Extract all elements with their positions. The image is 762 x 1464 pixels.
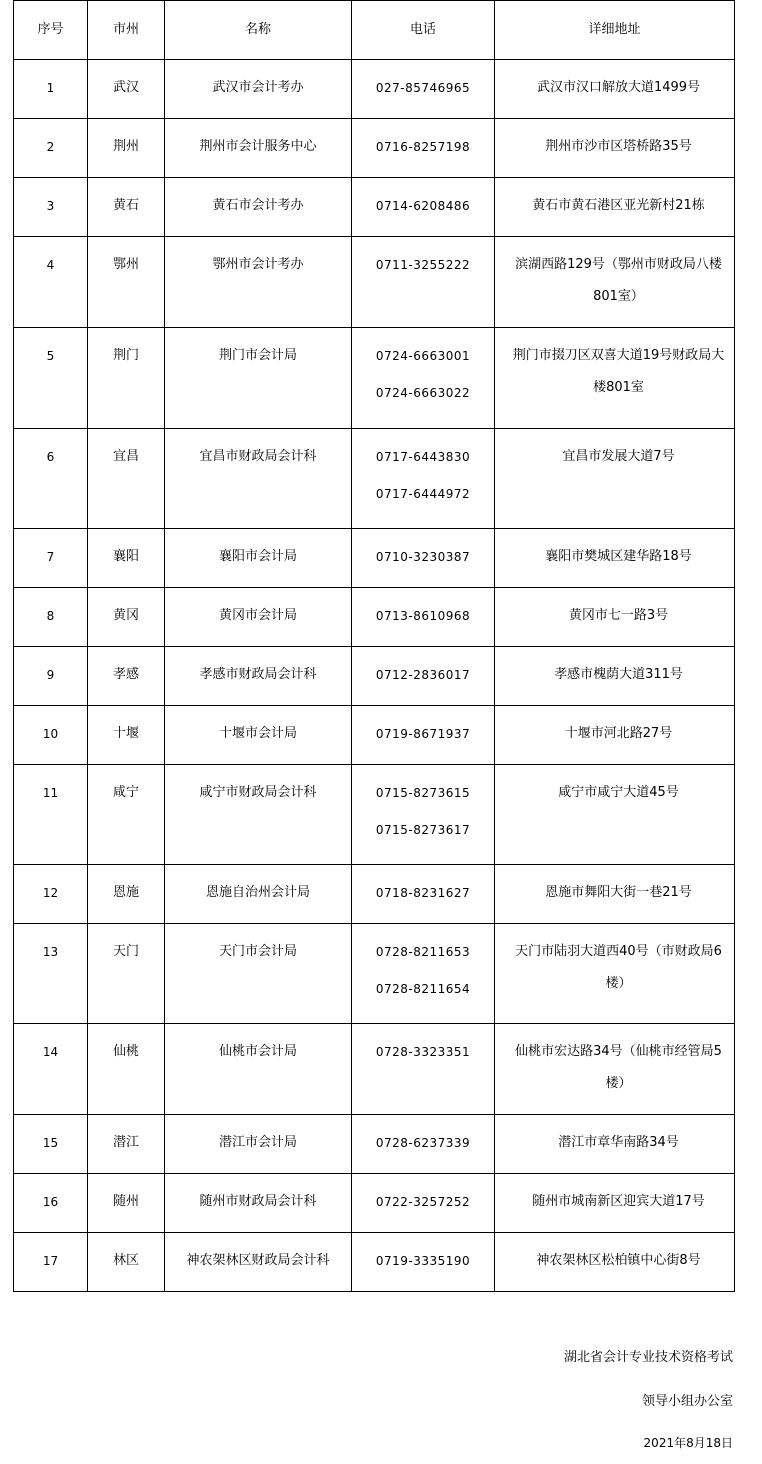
phone-number: 0710-3230387 <box>375 550 471 564</box>
row-city: 咸宁 <box>88 765 165 865</box>
row-index: 10 <box>14 706 88 765</box>
row-name: 孝感市财政局会计科 <box>165 647 352 706</box>
row-name: 潜江市会计局 <box>165 1115 352 1174</box>
row-name: 荆门市会计局 <box>165 328 352 429</box>
row-index: 7 <box>14 529 88 588</box>
row-phone <box>352 1115 495 1174</box>
exam-office-table <box>13 0 735 1292</box>
table-row <box>14 647 735 706</box>
phone-number: 0728-8211654 <box>375 982 471 996</box>
row-name: 神农架林区财政局会计科 <box>165 1233 352 1292</box>
phone-number: 0728-6237339 <box>375 1136 471 1150</box>
table-row <box>14 588 735 647</box>
phone-number: 0728-8211653 <box>375 945 471 959</box>
row-phone <box>352 1024 495 1115</box>
phone-number: 0724-6663022 <box>375 386 471 400</box>
phone-number: 0715-8273617 <box>375 823 471 837</box>
row-phone <box>352 119 495 178</box>
phone-number: 0717-6443830 <box>375 450 471 464</box>
row-address: 十堰市河北路27号 <box>495 706 735 765</box>
row-name: 宜昌市财政局会计科 <box>165 429 352 529</box>
row-phone <box>352 765 495 865</box>
phone-number: 0716-8257198 <box>375 140 471 154</box>
row-city: 天门 <box>88 924 165 1024</box>
row-phone <box>352 924 495 1024</box>
table-row <box>14 237 735 328</box>
table-row <box>14 328 735 429</box>
table-row <box>14 119 735 178</box>
row-city: 恩施 <box>88 865 165 924</box>
row-phone <box>352 706 495 765</box>
row-address: 天门市陆羽大道西40号（市财政局6楼） <box>495 924 735 1024</box>
row-phone <box>352 647 495 706</box>
phone-number: 0714-6208486 <box>375 199 471 213</box>
row-address: 黄冈市七一路3号 <box>495 588 735 647</box>
footer-org-line1: 湖北省会计专业技术资格考试 <box>563 1350 733 1365</box>
row-phone <box>352 328 495 429</box>
row-city: 武汉 <box>88 60 165 119</box>
row-index: 13 <box>14 924 88 1024</box>
row-phone <box>352 1174 495 1233</box>
row-address: 潜江市章华南路34号 <box>495 1115 735 1174</box>
row-name: 仙桃市会计局 <box>165 1024 352 1115</box>
header-address: 详细地址 <box>495 1 735 60</box>
row-index: 11 <box>14 765 88 865</box>
table-header-row <box>14 1 735 60</box>
table-row <box>14 429 735 529</box>
table-row <box>14 1174 735 1233</box>
row-city: 鄂州 <box>88 237 165 328</box>
row-address: 宜昌市发展大道7号 <box>495 429 735 529</box>
row-city: 黄石 <box>88 178 165 237</box>
footer-date: 2021年8月18日 <box>643 1436 733 1450</box>
row-index: 2 <box>14 119 88 178</box>
row-address: 孝感市槐荫大道311号 <box>495 647 735 706</box>
phone-number: 0717-6444972 <box>375 487 471 501</box>
phone-number: 0718-8231627 <box>375 886 471 900</box>
phone-number: 0713-8610968 <box>375 609 471 623</box>
row-city: 随州 <box>88 1174 165 1233</box>
row-index: 16 <box>14 1174 88 1233</box>
row-city: 仙桃 <box>88 1024 165 1115</box>
row-name: 十堰市会计局 <box>165 706 352 765</box>
row-city: 襄阳 <box>88 529 165 588</box>
phone-number: 027-85746965 <box>375 81 471 95</box>
header-city: 市州 <box>88 1 165 60</box>
phone-number: 0719-3335190 <box>375 1254 471 1268</box>
row-phone <box>352 429 495 529</box>
row-city: 荆州 <box>88 119 165 178</box>
row-index: 17 <box>14 1233 88 1292</box>
row-name: 黄冈市会计局 <box>165 588 352 647</box>
row-address: 仙桃市宏达路34号（仙桃市经管局5楼） <box>495 1024 735 1115</box>
row-name: 武汉市会计考办 <box>165 60 352 119</box>
row-index: 12 <box>14 865 88 924</box>
table-row <box>14 706 735 765</box>
table-row <box>14 924 735 1024</box>
row-address: 黄石市黄石港区亚光新村21栋 <box>495 178 735 237</box>
row-phone <box>352 588 495 647</box>
row-city: 荆门 <box>88 328 165 429</box>
phone-number: 0728-3323351 <box>375 1045 471 1059</box>
header-index: 序号 <box>14 1 88 60</box>
row-index: 14 <box>14 1024 88 1115</box>
phone-number: 0711-3255222 <box>375 258 471 272</box>
row-address: 襄阳市樊城区建华路18号 <box>495 529 735 588</box>
row-city: 宜昌 <box>88 429 165 529</box>
row-index: 3 <box>14 178 88 237</box>
table-row <box>14 60 735 119</box>
row-name: 襄阳市会计局 <box>165 529 352 588</box>
phone-number: 0724-6663001 <box>375 349 471 363</box>
phone-number: 0715-8273615 <box>375 786 471 800</box>
row-index: 1 <box>14 60 88 119</box>
row-address: 荆门市掇刀区双喜大道19号财政局大楼801室 <box>495 328 735 429</box>
row-name: 鄂州市会计考办 <box>165 237 352 328</box>
row-index: 5 <box>14 328 88 429</box>
row-name: 荆州市会计服务中心 <box>165 119 352 178</box>
phone-number: 0712-2836017 <box>375 668 471 682</box>
table-row <box>14 765 735 865</box>
phone-number: 0722-3257252 <box>375 1195 471 1209</box>
row-phone <box>352 178 495 237</box>
table-row <box>14 1233 735 1292</box>
row-address: 随州市城南新区迎宾大道17号 <box>495 1174 735 1233</box>
row-address: 武汉市汉口解放大道1499号 <box>495 60 735 119</box>
row-city: 潜江 <box>88 1115 165 1174</box>
row-city: 黄冈 <box>88 588 165 647</box>
table-row <box>14 1024 735 1115</box>
row-index: 15 <box>14 1115 88 1174</box>
row-address: 神农架林区松柏镇中心街8号 <box>495 1233 735 1292</box>
phone-number: 0719-8671937 <box>375 727 471 741</box>
table-row <box>14 529 735 588</box>
footer-org-line2: 领导小组办公室 <box>641 1394 733 1409</box>
row-address: 荆州市沙市区塔桥路35号 <box>495 119 735 178</box>
row-name: 黄石市会计考办 <box>165 178 352 237</box>
row-phone <box>352 1233 495 1292</box>
row-address: 滨湖西路129号（鄂州市财政局八楼801室） <box>495 237 735 328</box>
row-phone <box>352 529 495 588</box>
row-phone <box>352 237 495 328</box>
row-city: 十堰 <box>88 706 165 765</box>
row-phone <box>352 865 495 924</box>
row-index: 9 <box>14 647 88 706</box>
row-city: 孝感 <box>88 647 165 706</box>
row-address: 咸宁市咸宁大道45号 <box>495 765 735 865</box>
row-address: 恩施市舞阳大街一巷21号 <box>495 865 735 924</box>
table-row <box>14 1115 735 1174</box>
row-name: 天门市会计局 <box>165 924 352 1024</box>
table-row <box>14 865 735 924</box>
row-index: 6 <box>14 429 88 529</box>
row-index: 4 <box>14 237 88 328</box>
row-name: 恩施自治州会计局 <box>165 865 352 924</box>
header-phone: 电话 <box>352 1 495 60</box>
row-phone <box>352 60 495 119</box>
table-row <box>14 178 735 237</box>
row-name: 咸宁市财政局会计科 <box>165 765 352 865</box>
header-name: 名称 <box>165 1 352 60</box>
table-body <box>14 60 735 1292</box>
row-city: 林区 <box>88 1233 165 1292</box>
row-index: 8 <box>14 588 88 647</box>
row-name: 随州市财政局会计科 <box>165 1174 352 1233</box>
